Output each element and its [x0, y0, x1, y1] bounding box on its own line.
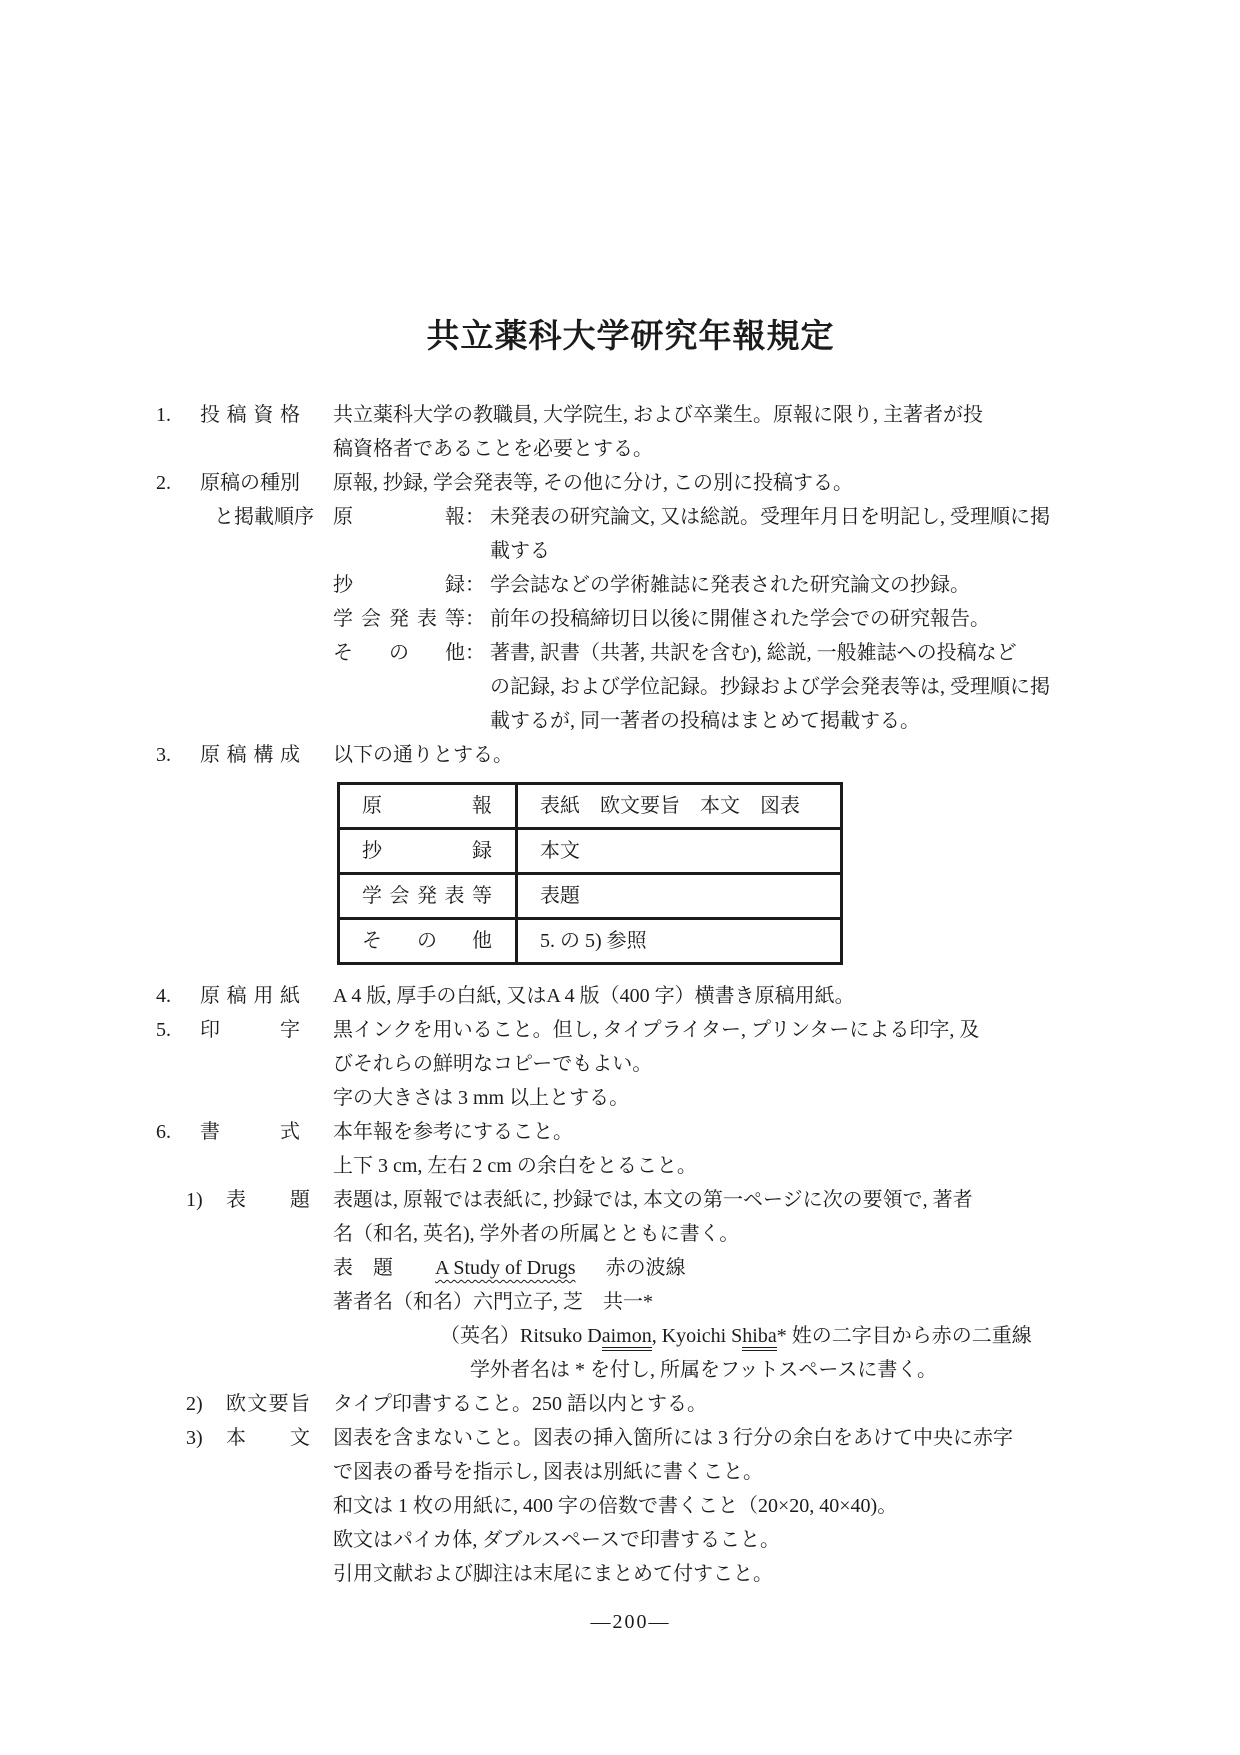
surname-first-letter: S [731, 1325, 743, 1347]
text-line: 原報, 抄録, 学会発表等, その他に分け, この別に投稿する。 [333, 472, 853, 494]
page-number: —200— [590, 1611, 671, 1633]
page-title: 共立薬科大学研究年報規定 [426, 319, 835, 355]
definition-term: その他 [333, 642, 465, 664]
item-5-content [333, 1013, 1105, 1115]
item-2-label-line2: と掲載順序 [214, 506, 314, 528]
table-row [339, 919, 842, 964]
text-line: 図表を含まないこと。図表の挿入箇所には 3 行分の余白をあけて中央に赤字 [333, 1427, 1013, 1449]
surname-first-letter: D [587, 1325, 602, 1347]
text-line: 未発表の研究論文, 又は総説。受理年月日を明記し, 受理順に掲 [490, 506, 1050, 528]
definition-colon: ： [465, 506, 485, 528]
item-5-printing [156, 1013, 1105, 1115]
text-line: 以下の通りとする。 [333, 744, 513, 766]
subitem-3-main-text [156, 1421, 1105, 1591]
definition-shoroku [333, 568, 1105, 602]
example-title-line [333, 1251, 1105, 1285]
text-line: 和文は 1 枚の用紙に, 400 字の倍数で書くこと（20×20, 40×40)。 [333, 1495, 898, 1517]
definition-text [490, 636, 1105, 738]
definition-sonota [333, 636, 1105, 738]
subitem-1-content [333, 1183, 1105, 1387]
item-3-manuscript-structure [156, 738, 1105, 979]
example-author-english-line [440, 1319, 1105, 1353]
item-6-format [156, 1115, 1105, 1183]
definition-colon: ： [465, 574, 485, 596]
text-line: 欧文はパイカ体, ダブルスペースで印書すること。 [333, 1529, 780, 1551]
item-1-number: 1. [156, 404, 171, 426]
item-3-content [333, 738, 1105, 979]
example-english-middle: , Kyoichi [651, 1325, 732, 1347]
text-line: 前年の投稿締切日以後に開催された学会での研究報告。 [490, 608, 990, 630]
item-5-number: 5. [156, 1019, 171, 1041]
item-4-label: 原稿用紙 [200, 985, 300, 1007]
subitem-2-number: 2) [186, 1393, 203, 1415]
text-line: 載する [490, 540, 550, 562]
text-line: 黒インクを用いること。但し, タイプライター, プリンターによる印字, 及 [333, 1019, 980, 1041]
definition-text [490, 568, 1105, 602]
table-cell-type [339, 874, 517, 919]
manuscript-structure-table [337, 782, 843, 965]
definition-text [490, 500, 1105, 568]
definition-gakkai-happyo [333, 602, 1105, 636]
table-cell-type-text: 抄録 [362, 840, 492, 862]
example-red-double-line-note: * 姓の二字目から赤の二重線 [776, 1325, 1032, 1347]
item-4-manuscript-paper [156, 979, 1105, 1013]
subitem-2-content [333, 1387, 1105, 1421]
subitem-3-content [333, 1421, 1105, 1591]
item-5-label: 印字 [200, 1019, 300, 1041]
definition-term: 抄録 [333, 574, 465, 596]
table-cell-type-text: 原報 [362, 795, 492, 817]
item-4-content [333, 979, 1105, 1013]
subitem-1-title [156, 1183, 1105, 1387]
text-line: 稿資格者であることを必要とする。 [333, 438, 653, 460]
table-cell-type [339, 919, 517, 964]
example-title-label: 表 題 [333, 1257, 393, 1279]
table-row [339, 784, 842, 829]
table-cell-type-text: 学会発表等 [362, 885, 492, 907]
table-cell-components: 5. の 5) 参照 [517, 919, 842, 964]
item-6-number: 6. [156, 1121, 171, 1143]
text-line: 引用文献および脚注は末尾にまとめて付すこと。 [333, 1563, 773, 1585]
table-cell-components: 表題 [517, 874, 842, 919]
text-line: の記録, および学位記録。抄録および学会発表等は, 受理順に掲 [490, 676, 1050, 698]
subitem-3-label: 本文 [226, 1427, 310, 1449]
definition-term: 原報 [333, 506, 465, 528]
example-red-wavy-note: 赤の波線 [605, 1257, 686, 1279]
item-1-content [333, 398, 1105, 466]
definition-genpo [333, 500, 1105, 568]
definition-colon: ： [465, 642, 485, 664]
text-line: びそれらの鮮明なコピーでもよい。 [333, 1053, 653, 1075]
item-2-content [333, 466, 1105, 738]
text-line: 表題は, 原報では表紙に, 抄録では, 本文の第一ページに次の要領で, 著者 [333, 1189, 973, 1211]
item-6-content [333, 1115, 1105, 1183]
example-footnote-line: 学外者名は * を付し, 所属をフットスペースに書く。 [470, 1359, 937, 1381]
item-1-label: 投稿資格 [200, 404, 300, 426]
definition-colon: ： [465, 608, 485, 630]
text-line: で図表の番号を指示し, 図表は別紙に書くこと。 [333, 1461, 763, 1483]
table-row [339, 829, 842, 874]
text-line: タイプ印書すること。250 語以内とする。 [333, 1393, 707, 1415]
table-cell-components: 本文 [517, 829, 842, 874]
table-cell-type [339, 784, 517, 829]
subitem-1-label: 表題 [226, 1189, 310, 1211]
text-line: 字の大きさは 3 mm 以上とする。 [333, 1087, 630, 1109]
text-line: 上下 3 cm, 左右 2 cm の余白をとること。 [333, 1155, 697, 1177]
table-cell-type [339, 829, 517, 874]
item-4-number: 4. [156, 985, 171, 1007]
text-line: 載するが, 同一著者の投稿はまとめて掲載する。 [490, 710, 920, 732]
item-2-label [200, 466, 333, 534]
subitem-3-number: 3) [186, 1427, 203, 1449]
text-line: 著書, 訳書（共著, 共訳を含む), 総説, 一般雑誌への投稿など [490, 642, 1017, 664]
subitem-2-label: 欧文要旨 [226, 1393, 310, 1415]
subitem-2-european-abstract [156, 1387, 1105, 1421]
surname-double-underline: aimon [602, 1325, 652, 1351]
definition-term: 学会発表等 [333, 608, 465, 630]
text-line: 学会誌などの学術雑誌に発表された研究論文の抄録。 [490, 574, 970, 596]
subitem-1-number: 1) [186, 1189, 203, 1211]
example-english-title-wavy-underline: A Study of Drugs [435, 1257, 576, 1279]
text-line: 共立薬科大学の教職員, 大学院生, および卒業生。原報に限り, 主著者が投 [333, 404, 983, 426]
text-line: 名（和名, 英名), 学外者の所属とともに書く。 [333, 1223, 740, 1245]
definition-text [490, 602, 1105, 636]
table-cell-components: 表紙 欧文要旨 本文 図表 [517, 784, 842, 829]
item-1-submission-eligibility [156, 398, 1105, 466]
table-row [339, 874, 842, 919]
table-cell-type-text: その他 [362, 930, 492, 952]
item-3-number: 3. [156, 744, 171, 766]
text-line: 本年報を参考にすること。 [333, 1121, 573, 1143]
item-6-label: 書式 [200, 1121, 300, 1143]
text-line: A 4 版, 厚手の白紙, 又はA 4 版（400 字）横書き原稿用紙。 [333, 985, 855, 1007]
surname-double-underline: hiba [742, 1325, 776, 1351]
title-example-block [333, 1251, 1105, 1387]
example-author-japanese-line: 著者名（和名）六門立子, 芝 共一* [333, 1291, 653, 1313]
item-2-manuscript-types [156, 466, 1105, 738]
item-2-label-line1: 原稿の種別 [200, 472, 300, 494]
example-english-prefix: （英名）Ritsuko [440, 1325, 588, 1347]
item-3-label: 原稿構成 [200, 744, 300, 766]
item-2-number: 2. [156, 472, 171, 494]
